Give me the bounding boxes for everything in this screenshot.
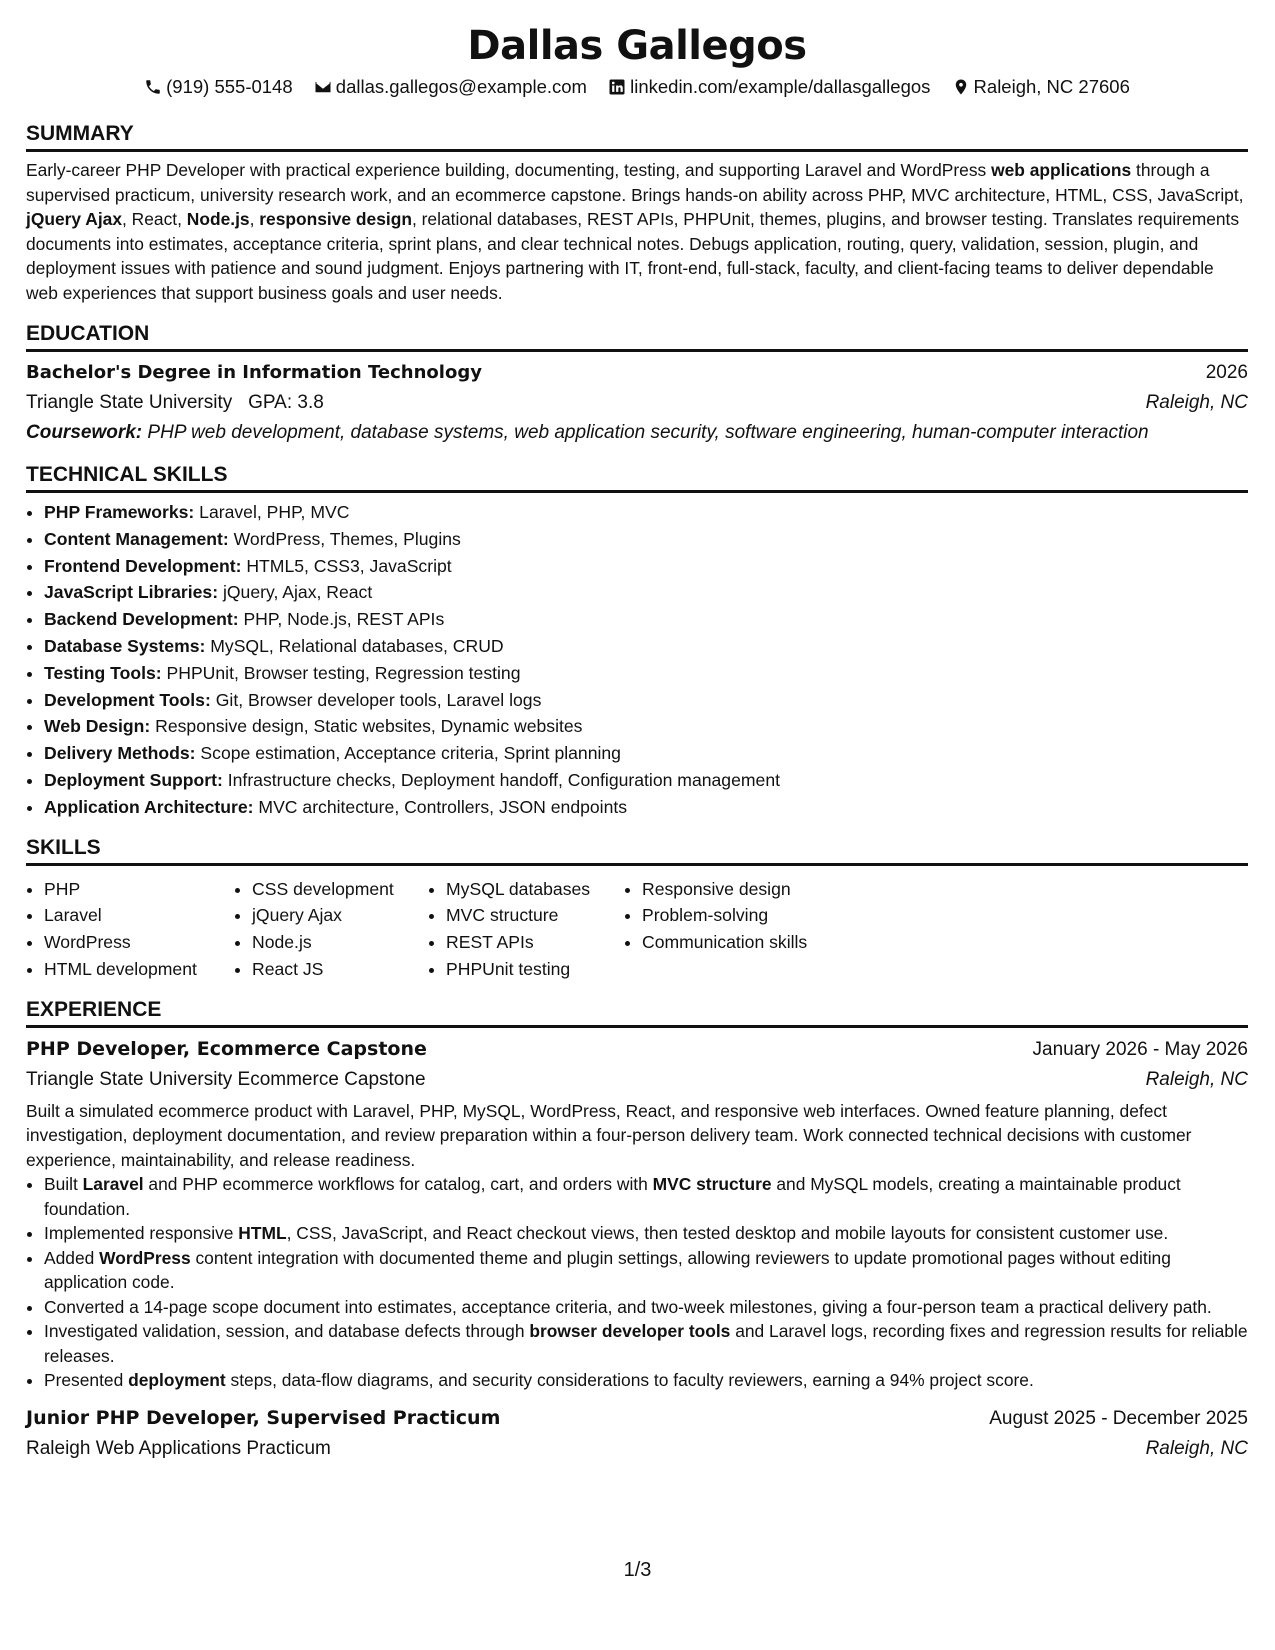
school-location: Raleigh, NC xyxy=(1145,392,1248,413)
job-title-row xyxy=(26,1034,1248,1065)
linkedin-icon xyxy=(608,78,626,96)
list-item: • Implemented responsive HTML, CSS, JavaScript, and React checkout views, then tested desktop and mobile layouts for consistent customer use. xyxy=(44,1221,1248,1246)
job-dates: January 2026 - May 2026 xyxy=(1032,1038,1248,1060)
skills-heading: SKILLS xyxy=(26,835,1248,866)
job-bullets xyxy=(26,1172,1248,1393)
school-info: Triangle State University GPA: 3.8 xyxy=(26,392,324,413)
skills-column-4 xyxy=(624,876,872,983)
list-item: • Laravel xyxy=(44,902,234,929)
email-text: dallas.gallegos@example.com xyxy=(335,76,587,97)
skills-column-3 xyxy=(428,876,624,983)
job-title: PHP Developer, Ecommerce Capstone xyxy=(26,1037,427,1060)
job-location: Raleigh, NC xyxy=(1145,1068,1248,1090)
job-organization: Triangle State University Ecommerce Capstone xyxy=(26,1068,426,1090)
list-item: • Frontend Development: HTML5, CSS3, JavaScript xyxy=(44,553,1248,580)
list-item: • Problem-solving xyxy=(642,902,872,929)
degree-row xyxy=(26,358,1248,388)
contact-line xyxy=(26,74,1248,103)
list-item: • CSS development xyxy=(252,876,428,903)
technical-skills-heading: TECHNICAL SKILLS xyxy=(26,462,1248,493)
skills-column-2 xyxy=(234,876,428,983)
list-item: • WordPress xyxy=(44,929,234,956)
list-item: • Deployment Support: Infrastructure checks, Deployment handoff, Configuration management xyxy=(44,767,1248,794)
list-item: • PHP xyxy=(44,876,234,903)
list-item: • MySQL databases xyxy=(446,876,624,903)
experience-heading: EXPERIENCE xyxy=(26,997,1248,1028)
education-section xyxy=(26,321,1248,448)
list-item: • Built Laravel and PHP ecommerce workflows for catalog, cart, and orders with MVC structure and MySQL models, creating a maintainable product foundation. xyxy=(44,1172,1248,1221)
envelope-icon xyxy=(314,78,332,96)
job-location: Raleigh, NC xyxy=(1145,1437,1248,1459)
coursework: Coursework: PHP web development, database systems, web application security, software engineering, human-computer interaction xyxy=(26,422,1149,443)
job-dates: August 2025 - December 2025 xyxy=(989,1407,1248,1429)
skills-columns xyxy=(26,872,1248,983)
list-item: • Communication skills xyxy=(642,929,872,956)
job-org-row xyxy=(26,1434,1248,1464)
list-item: • JavaScript Libraries: jQuery, Ajax, React xyxy=(44,579,1248,606)
list-item: • Backend Development: PHP, Node.js, REST APIs xyxy=(44,606,1248,633)
list-item: • Web Design: Responsive design, Static websites, Dynamic websites xyxy=(44,713,1248,740)
resume-page xyxy=(26,18,1248,1464)
graduation-year: 2026 xyxy=(1205,362,1248,383)
technical-skills-section xyxy=(26,462,1248,821)
skills-section xyxy=(26,835,1248,983)
location-text: Raleigh, NC 27606 xyxy=(973,76,1130,97)
candidate-name: Dallas Gallegos xyxy=(467,23,807,69)
list-item: • Presented deployment steps, data-flow diagrams, and security considerations to faculty reviewers, earning a 94% project score. xyxy=(44,1368,1248,1393)
page-number: 1/3 xyxy=(623,1559,652,1581)
job-entry xyxy=(26,1034,1248,1393)
list-item: • Application Architecture: MVC architecture, Controllers, JSON endpoints xyxy=(44,794,1248,821)
job-title: Junior PHP Developer, Supervised Practicum xyxy=(26,1406,501,1429)
skills-column-1 xyxy=(26,876,234,983)
list-item: • Investigated validation, session, and database defects through browser developer tools and Laravel logs, recording fixes and regression results for reliable releases. xyxy=(44,1319,1248,1368)
list-item: • Testing Tools: PHPUnit, Browser testing, Regression testing xyxy=(44,660,1248,687)
list-item: • Responsive design xyxy=(642,876,872,903)
list-item: • Content Management: WordPress, Themes, Plugins xyxy=(44,526,1248,553)
list-item: • Database Systems: MySQL, Relational databases, CRUD xyxy=(44,633,1248,660)
list-item: • PHPUnit testing xyxy=(446,956,624,983)
list-item: • React JS xyxy=(252,956,428,983)
phone-text: (919) 555-0148 xyxy=(166,76,293,97)
job-entry xyxy=(26,1403,1248,1464)
job-description: Built a simulated ecommerce product with Laravel, PHP, MySQL, WordPress, React, and responsive web interfaces. Owned feature planning, defect investigation, deployment documentation, and review preparation within a four-person delivery team. Work connected technical decisions with customer experience, maintainability, and release readiness. xyxy=(26,1100,1192,1170)
list-item: • Development Tools: Git, Browser developer tools, Laravel logs xyxy=(44,687,1248,714)
contact-location xyxy=(952,74,1130,100)
degree-title: Bachelor's Degree in Information Technology xyxy=(26,362,482,383)
list-item: • jQuery Ajax xyxy=(252,902,428,929)
map-pin-icon xyxy=(952,78,970,96)
school-row xyxy=(26,388,1248,418)
list-item: • PHP Frameworks: Laravel, PHP, MVC xyxy=(44,499,1248,526)
job-org-row xyxy=(26,1065,1248,1095)
list-item: • REST APIs xyxy=(446,929,624,956)
list-item: • HTML development xyxy=(44,956,234,983)
list-item: • Added WordPress content integration with documented theme and plugin settings, allowing reviewers to update promotional pages without editing application code. xyxy=(44,1246,1248,1295)
phone-icon xyxy=(144,78,162,96)
list-item: • MVC structure xyxy=(446,902,624,929)
technical-skills-list xyxy=(26,499,1248,821)
gpa: GPA: 3.8 xyxy=(248,392,324,413)
summary-section xyxy=(26,121,1248,305)
linkedin-text: linkedin.com/example/dallasgallegos xyxy=(630,76,931,97)
summary-text: Early-career PHP Developer with practical experience building, documenting, testing, and supporting Laravel and WordPress web applications through a supervised practicum, university research work, and an ecommerce capstone. Brings hands-on ability across PHP, MVC architecture, HTML, CSS, JavaScript, jQuery Ajax, React, Node.js, responsive design, relational databases, REST APIs, PHPUnit, themes, plugins, and browser testing. Translates requirements documents into estimates, acceptance criteria, sprint plans, and clear technical notes. Debugs application, routing, query, validation, session, plugin, and deployment issues with patience and sound judgment. Enjoys partnering with IT, front-end, full-stack, faculty, and client-facing teams to deliver dependable web experiences that support business goals and user needs. xyxy=(26,160,1244,303)
experience-section xyxy=(26,997,1248,1464)
contact-phone[interactable] xyxy=(144,74,293,100)
list-item: • Node.js xyxy=(252,929,428,956)
job-title-row xyxy=(26,1403,1248,1434)
contact-linkedin[interactable] xyxy=(608,74,930,100)
summary-heading: SUMMARY xyxy=(26,121,1248,152)
education-heading: EDUCATION xyxy=(26,321,1248,352)
list-item: • Converted a 14-page scope document into estimates, acceptance criteria, and two-week milestones, giving a four-person team a practical delivery path. xyxy=(44,1295,1248,1320)
contact-email[interactable] xyxy=(314,74,587,100)
list-item: • Delivery Methods: Scope estimation, Acceptance criteria, Sprint planning xyxy=(44,740,1248,767)
job-organization: Raleigh Web Applications Practicum xyxy=(26,1437,331,1459)
